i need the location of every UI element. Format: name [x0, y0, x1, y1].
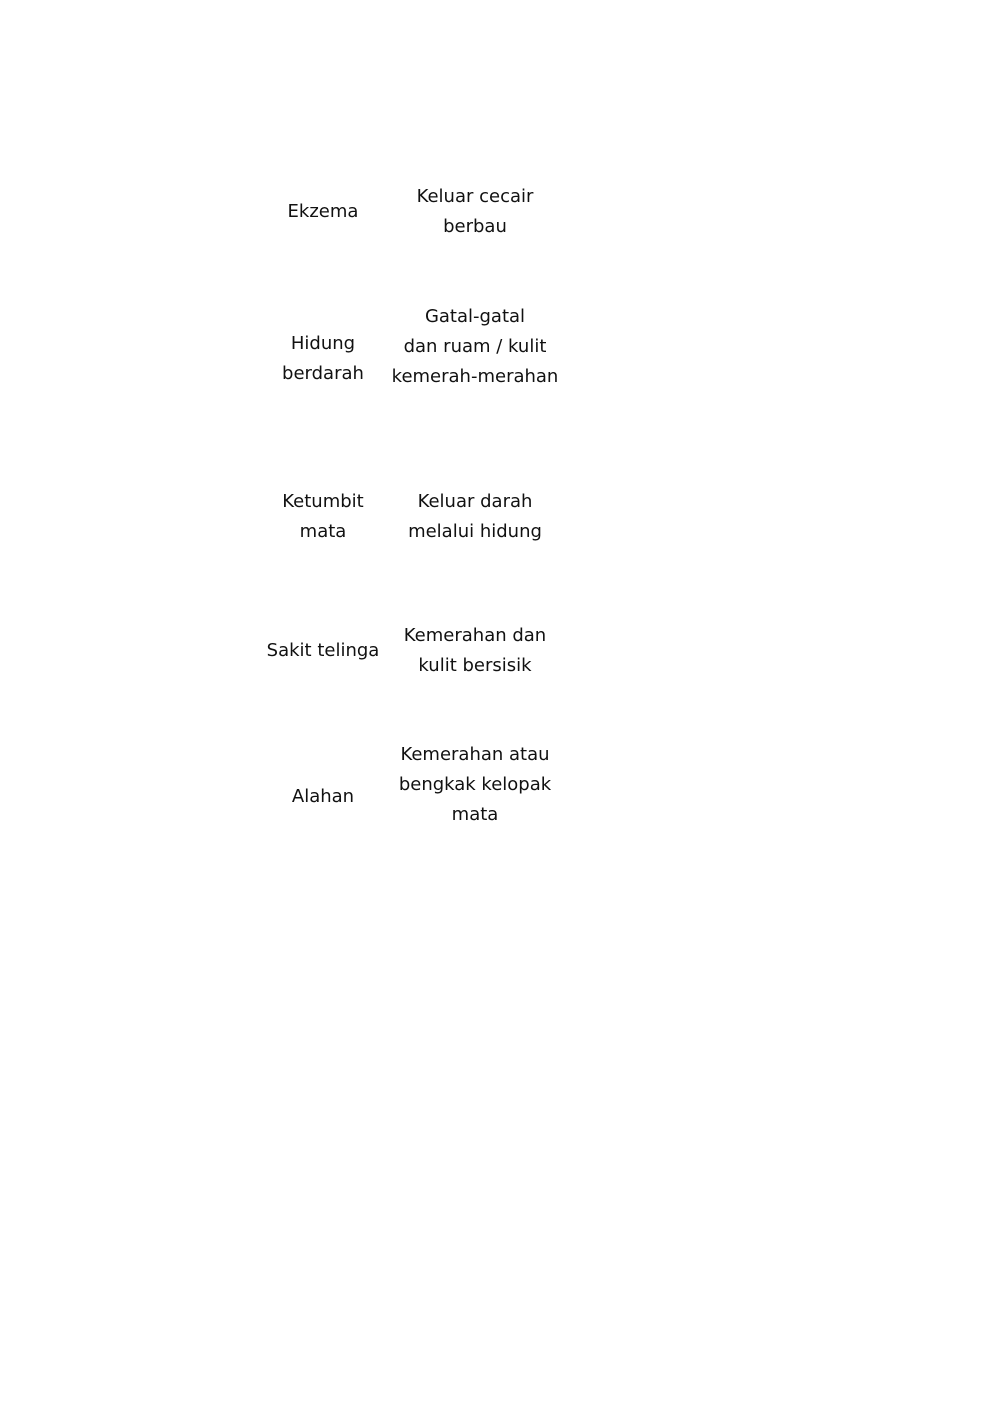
right-item-kemerahan-bersisik[interactable]: Kemerahan dan kulit bersisik [403, 625, 547, 676]
left-item-ekzema[interactable]: Ekzema [287, 201, 359, 222]
right-item-kemerahan-bengkak[interactable]: Kemerahan atau bengkak kelopak mata [398, 744, 552, 825]
left-item-alahan[interactable]: Alahan [291, 786, 355, 807]
left-item-sakit-telinga[interactable]: Sakit telinga [266, 640, 380, 661]
left-item-hidung-berdarah[interactable]: Hidung berdarah [282, 333, 364, 384]
right-item-keluar-cecair[interactable]: Keluar cecair berbau [416, 186, 534, 237]
right-item-keluar-darah[interactable]: Keluar darah melalui hidung [408, 491, 542, 542]
left-item-ketumbit-mata[interactable]: Ketumbit mata [282, 491, 364, 542]
right-item-gatal-gatal[interactable]: Gatal-gatal dan ruam / kulit kemerah-merahan [391, 306, 559, 387]
